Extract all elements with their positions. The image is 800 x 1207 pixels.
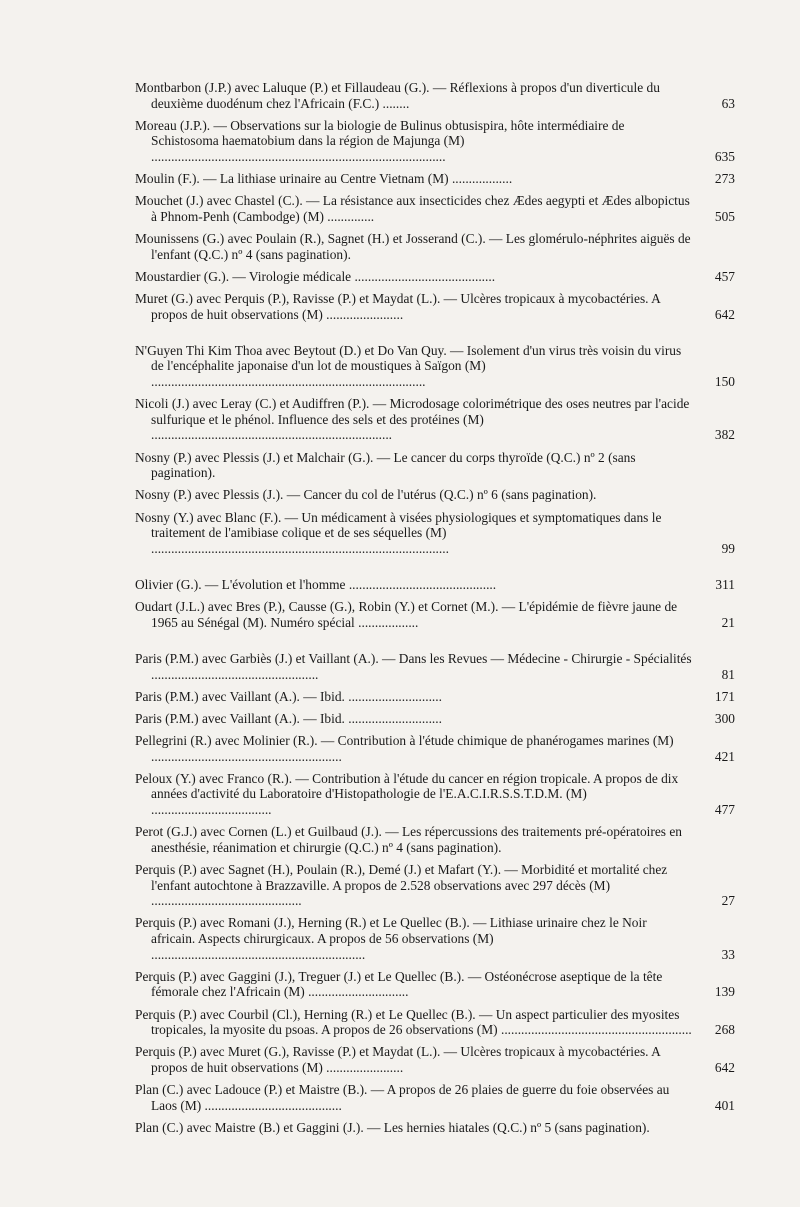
entry-page-number: 273 [714, 171, 735, 187]
entry-page-number: 171 [714, 688, 735, 704]
entry-text: Perquis (P.) avec Courbil (Cl.), Herning (R.) et Le Quellec (B.). — Un aspect particulier des myosites tropicales, la myosite du psoas. A propos de 26 observations (M) ......................................................... [135, 1006, 692, 1038]
entry-page-number: 401 [714, 1097, 735, 1113]
index-entry [135, 689, 735, 705]
entry-page-number: 477 [714, 802, 735, 818]
index-entry [135, 193, 735, 224]
index-entry [135, 510, 735, 557]
entry-page-number: 27 [721, 893, 735, 909]
entry-text: Perquis (P.) avec Gaggini (J.), Treguer (J.) et Le Quellec (B.). — Ostéonécrose aseptique de la tête fémorale chez l'Africain (M) .............................. [135, 968, 663, 1000]
index-entry [135, 396, 735, 443]
index-entry [135, 771, 735, 818]
entry-page-number: 99 [721, 540, 735, 556]
index-entry [135, 824, 735, 855]
entry-page-number: 139 [714, 984, 735, 1000]
index-entry [135, 1120, 735, 1136]
entry-page-number: 635 [714, 148, 735, 164]
entry-page-number: 642 [714, 306, 735, 322]
entry-text: Montbarbon (J.P.) avec Laluque (P.) et Fillaudeau (G.). — Réflexions à propos d'un diverticule du deuxième duodénum chez l'Africain (F.C.) ........ [135, 80, 660, 111]
entry-text: Plan (C.) avec Maistre (B.) et Gaggini (J.). — Les hernies hiatales (Q.C.) nº 5 (sans pagination). [135, 1119, 650, 1135]
entry-page-number: 268 [714, 1022, 735, 1038]
entry-text: Moulin (F.). — La lithiase urinaire au Centre Vietnam (M) .................. [135, 171, 513, 187]
entry-text: Mouchet (J.) avec Chastel (C.). — La résistance aux insecticides chez Ædes aegypti et Ædes albopictus à Phnom-Penh (Cambodge) (M) .............. [135, 193, 690, 224]
entry-text: Pellegrini (R.) avec Molinier (R.). — Contribution à l'étude chimique de phanérogames marines (M) ......................................................... [135, 733, 674, 764]
index-entry [135, 118, 735, 165]
entry-page-number: 300 [714, 710, 735, 726]
entry-text: Peloux (Y.) avec Franco (R.). — Contribution à l'étude du cancer en région tropicale. A propos de dix années d'activité du Laboratoire d'Histopathologie de l'E.A.C.I.R.S.S.T.D.M. (M) .................................... [135, 770, 679, 818]
entry-text: Perquis (P.) avec Romani (J.), Herning (R.) et Le Quellec (B.). — Lithiase urinaire chez le Noir africain. Aspects chirurgicaux. A propos de 56 observations (M) ................................................................ [135, 915, 647, 962]
entry-page-number: 382 [714, 427, 735, 443]
index-entry [135, 1007, 735, 1038]
index-entry [135, 1082, 735, 1113]
index-entry [135, 577, 735, 593]
entry-page-number: 150 [714, 374, 735, 390]
entry-text: Perquis (P.) avec Muret (G.), Ravisse (P.) et Maydat (L.). — Ulcères tropicaux à mycobactéries. A propos de huit observations (M) ....................... [135, 1044, 661, 1075]
entry-text: N'Guyen Thi Kim Thoa avec Beytout (D.) et Do Van Quy. — Isolement d'un virus très voisin du virus de l'encéphalite japonaise d'un lot de moustiques à Saïgon (M) .................................................................................. [135, 342, 682, 390]
entry-text: Paris (P.M.) avec Vaillant (A.). — Ibid. ............................ [135, 688, 442, 704]
entry-text: Nosny (P.) avec Plessis (J.). — Cancer du col de l'utérus (Q.C.) nº 6 (sans pagination). [135, 487, 597, 503]
index-entry [135, 1044, 735, 1075]
index-entry [135, 343, 735, 390]
index-entry [135, 487, 735, 503]
index-entry [135, 450, 735, 481]
entry-text: Nosny (P.) avec Plessis (J.) et Malchair (G.). — Le cancer du corps thyroïde (Q.C.) nº 2 (sans pagination). [135, 449, 636, 481]
entry-text: Moustardier (G.). — Virologie médicale .......................................... [135, 268, 496, 284]
index-entry [135, 80, 735, 111]
entry-text: Muret (G.) avec Perquis (P.), Ravisse (P.) et Maydat (L.). — Ulcères tropicaux à mycobactéries. A propos de huit observations (M) ....................... [135, 291, 661, 322]
entry-text: Mounissens (G.) avec Poulain (R.), Sagnet (H.) et Josserand (C.). — Les glomérulo-néphrites aiguës de l'enfant (Q.C.) nº 4 (sans pagination). [135, 231, 691, 262]
entry-page-number: 505 [714, 208, 735, 224]
index-entry [135, 651, 735, 682]
index-entry [135, 733, 735, 764]
entry-page-number: 21 [721, 614, 735, 630]
entry-text: Oudart (J.L.) avec Bres (P.), Causse (G.), Robin (Y.) et Cornet (M.). — L'épidémie de fièvre jaune de 1965 au Sénégal (M). Numéro spécial .................. [135, 599, 678, 630]
entry-page-number: 642 [714, 1059, 735, 1075]
index-entry [135, 599, 735, 630]
index-entry [135, 291, 735, 322]
index-entry [135, 231, 735, 262]
entry-text: Nosny (Y.) avec Blanc (F.). — Un médicament à visées physiologiques et symptomatiques dans le traitement de l'amibiase colique et de ses séquelles (M) ......................................................................................... [135, 509, 662, 556]
index-entry [135, 711, 735, 727]
entry-text: Perot (G.J.) avec Cornen (L.) et Guilbaud (J.). — Les répercussions des traitements pré-opératoires en anesthésie, réanimation et chirurgie (Q.C.) nº 4 (sans pagination). [135, 824, 682, 855]
entry-page-number: 421 [714, 748, 735, 764]
entry-text: Olivier (G.). — L'évolution et l'homme ............................................ [135, 576, 497, 592]
index-entry [135, 969, 735, 1000]
index-entry [135, 269, 735, 285]
index-entry [135, 171, 735, 187]
entry-page-number: 311 [715, 576, 735, 592]
entry-text: Perquis (P.) avec Sagnet (H.), Poulain (R.), Demé (J.) et Mafart (Y.). — Morbidité et mortalité chez l'enfant autochtone à Brazzaville. A propos de 2.528 observations avec 297 décès (M) ............................................. [135, 862, 668, 909]
entry-text: Paris (P.M.) avec Garbiès (J.) et Vaillant (A.). — Dans les Revues — Médecine - Chirurgie - Spécialités .................................................. [135, 650, 692, 682]
entry-text: Moreau (J.P.). — Observations sur la biologie de Bulinus obtusispira, hôte intermédiaire de Schistosoma haematobium dans la région de Majunga (M) ........................................................................................ [135, 117, 625, 164]
entry-page-number: 81 [721, 666, 735, 682]
bibliography-index [135, 80, 735, 1142]
entry-page-number: 63 [721, 95, 735, 111]
entry-text: Plan (C.) avec Ladouce (P.) et Maistre (B.). — A propos de 26 plaies de guerre du foie observées au Laos (M) ......................................... [135, 1082, 670, 1113]
index-entry [135, 862, 735, 909]
index-entry [135, 915, 735, 962]
entry-text: Nicoli (J.) avec Leray (C.) et Audiffren (P.). — Microdosage colorimétrique des oses neutres par l'acide sulfurique et le phénol. Influence des sels et des protéines (M) ........................................................................ [135, 396, 690, 443]
entry-page-number: 457 [714, 268, 735, 284]
entry-page-number: 33 [721, 946, 735, 962]
entry-text: Paris (P.M.) avec Vaillant (A.). — Ibid. ............................ [135, 710, 442, 726]
